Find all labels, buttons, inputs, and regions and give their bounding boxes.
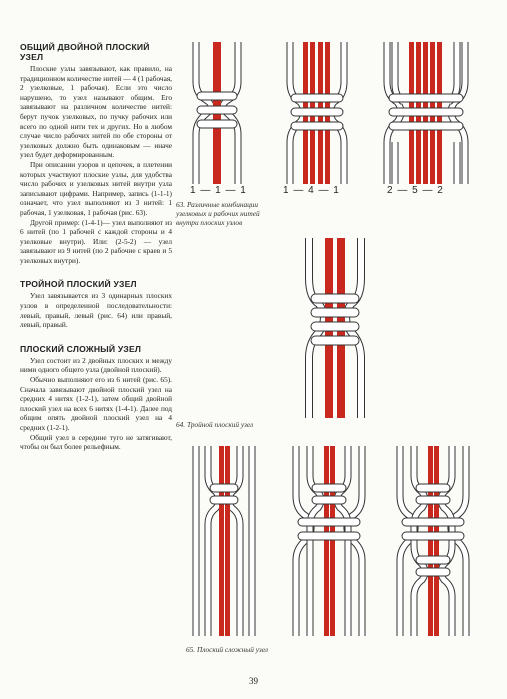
figure-63-knot-2-5-2 <box>381 42 471 184</box>
figure-63-caption: 63. Различные комбинации узелковых и рабочих нитей внутри плоских узлов <box>176 200 260 227</box>
figure-64-triple-knot <box>295 238 375 418</box>
paragraph: Обычно выполняют его из 6 нитей (рис. 65). Сначала завязывают двойной плоский узел на средних 4 нитях (1-2-1), затем общий двойной плоский узел на всех 6 нитях (1-4-1). Далее под общим опять двойной плоский узел на 4 средних (1-2-1). <box>20 375 172 432</box>
paragraph: При описании узоров и цепочек, в плетении которых участвуют плоские узлы, для удобства число рабочих и узелковых нитей внутри узла записывают цифрами. Например, запись (1-1-1) означает, что узел выполняют из 3 нитей: 1 рабочая, 1 узелковая, 1 рабочая (рис. 63). <box>20 159 172 217</box>
section-heading-triple-flat-knot: ТРОЙНОЙ ПЛОСКИЙ УЗЕЛ <box>20 279 137 290</box>
figure-65-stage-3 <box>392 446 474 636</box>
figure-65-caption: 65. Плоский сложный узел <box>186 645 268 654</box>
paragraph: Общий узел в середине туго не затягивают, чтобы он был более рельефным. <box>20 432 172 452</box>
figure-63-knot-1-1-1 <box>183 42 253 184</box>
section-heading-complex-flat-knot: ПЛОСКИЙ СЛОЖНЫЙ УЗЕЛ <box>20 343 142 354</box>
figure-63-label-2: 1 — 4 — 1 <box>283 185 340 196</box>
text-column <box>20 42 172 452</box>
figure-63-label-1: 1 — 1 — 1 <box>190 185 247 196</box>
page-number: 39 <box>249 676 258 686</box>
figure-63-label-3: 2 — 5 — 2 <box>387 185 444 196</box>
figure-64-caption: 64. Тройной плоский узел <box>176 420 254 429</box>
figure-65-stage-2 <box>288 446 370 636</box>
paragraph: Плоские узлы завязывают, как правило, на традиционном количестве нитей — 4 (1 рабочая, 2 узелковые, 1 рабочая). Если это число нарушено, то узел называют общим. Его завязывают на различном количестве нитей: берут пучок узелковых, по пучку рабочих или всего по одной нити тех и других. Но в любом случае число рабочих нитей по обе стороны от узелковых должно быть одинаковым — иначе узел будет деформированным. <box>20 64 172 160</box>
paragraph: Узел состоит из 2 двойных плоских и между ними одного общего узла (двойной плоский). <box>20 355 172 375</box>
paragraph: Узел завязывается из 3 одинарных плоских узлов в определенной последовательности: левый, правый, левый (рис. 64) или правый, левый, правый. <box>20 291 172 330</box>
figure-63-knot-1-4-1 <box>282 42 352 184</box>
paragraph: Другой пример: (1-4-1)— узел выполняют из 6 нитей (по 1 рабочей с каждой стороны и 4 узелковые внутри). Или: (2-5-2) — узел завязывают из 9 нитей (по 2 рабочие с краев и 5 узелковых внутри). <box>20 217 172 265</box>
section-heading-double-flat-knot: ОБЩИЙ ДВОЙНОЙ ПЛОСКИЙ УЗЕЛ <box>20 42 150 62</box>
figure-65-stage-1 <box>188 446 260 636</box>
